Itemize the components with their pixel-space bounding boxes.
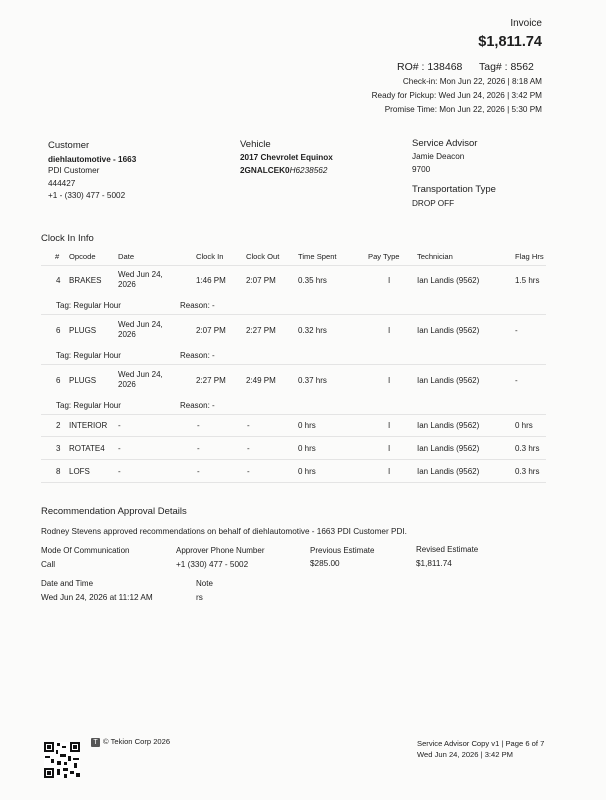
tag-number: Tag# : 8562 — [479, 61, 534, 73]
advisor-number: 9700 — [412, 165, 431, 174]
row-flag-hrs: - — [515, 326, 518, 335]
row-flag-hrs: 0.3 hrs — [515, 444, 540, 453]
row-date: Wed Jun 24, 2026 — [118, 270, 163, 289]
row-time-spent: 0.32 hrs — [298, 326, 327, 335]
col-clock-in: Clock In — [196, 252, 224, 261]
table-divider — [41, 265, 546, 266]
datetime-label: Date and Time — [41, 579, 94, 588]
ro-number: RO# : 138468 — [397, 61, 463, 73]
row-date: - — [118, 444, 121, 453]
row-reason: Reason: - — [180, 351, 215, 360]
qr-code — [44, 742, 80, 778]
previous-estimate-value: $285.00 — [310, 559, 340, 568]
row-pay-type: I — [388, 326, 391, 335]
approver-phone-value: +1 (330) 477 - 5002 — [176, 560, 249, 569]
row-clock-out: 2:27 PM — [246, 326, 276, 335]
advisor-heading: Service Advisor — [412, 138, 478, 149]
col-pay-type: Pay Type — [368, 252, 400, 261]
row-num: 3 — [56, 444, 61, 453]
row-opcode: PLUGS — [69, 326, 97, 335]
ready-pickup-time: Ready for Pickup: Wed Jun 24, 2026 | 3:42 PM — [371, 91, 542, 100]
row-opcode: PLUGS — [69, 376, 97, 385]
row-technician: Ian Landis (9562) — [417, 444, 480, 453]
row-clock-in: 1:46 PM — [196, 276, 226, 285]
row-num: 6 — [56, 376, 61, 385]
invoice-total: $1,811.74 — [478, 34, 542, 50]
row-pay-type: I — [388, 444, 391, 453]
revised-estimate-label: Revised Estimate — [416, 545, 479, 554]
row-technician: Ian Landis (9562) — [417, 276, 480, 285]
row-reason: Reason: - — [180, 301, 215, 310]
row-divider — [41, 436, 546, 437]
tekion-logo-icon: T — [91, 738, 100, 747]
recommendation-statement: Rodney Stevens approved recommendations on behalf of diehlautomotive - 1663 PDI Customer PDI. — [41, 527, 407, 536]
row-num: 2 — [56, 421, 61, 430]
row-num: 4 — [56, 276, 61, 285]
advisor-name: Jamie Deacon — [412, 152, 465, 161]
row-clock-in: 2:27 PM — [196, 376, 226, 385]
row-clock-out: - — [247, 467, 250, 476]
row-divider — [41, 459, 546, 460]
row-opcode: LOFS — [69, 467, 90, 476]
transport-type: DROP OFF — [412, 199, 455, 208]
col-opcode: Opcode — [69, 252, 96, 261]
customer-name-2: PDI Customer — [48, 166, 100, 175]
row-divider — [41, 314, 546, 315]
datetime-value: Wed Jun 24, 2026 at 11:12 AM — [41, 593, 153, 602]
customer-id: 444427 — [48, 179, 76, 188]
row-reason: Reason: - — [180, 401, 215, 410]
row-flag-hrs: 0.3 hrs — [515, 467, 540, 476]
clock-in-heading: Clock In Info — [41, 233, 94, 244]
customer-heading: Customer — [48, 140, 90, 151]
row-flag-hrs: - — [515, 376, 518, 385]
col-time-spent: Time Spent — [298, 252, 337, 261]
vehicle-heading: Vehicle — [240, 139, 271, 150]
row-flag-hrs: 0 hrs — [515, 421, 533, 430]
row-clock-out: 2:07 PM — [246, 276, 276, 285]
row-date: Wed Jun 24, 2026 — [118, 370, 163, 389]
promise-time: Promise Time: Mon Jun 22, 2026 | 5:30 PM — [384, 105, 542, 114]
row-opcode: ROTATE4 — [69, 444, 105, 453]
footer-timestamp: Wed Jun 24, 2026 | 3:42 PM — [417, 750, 513, 759]
row-technician: Ian Landis (9562) — [417, 467, 480, 476]
row-num: 8 — [56, 467, 61, 476]
row-tag: Tag: Regular Hour — [56, 301, 121, 310]
col-clock-out: Clock Out — [246, 252, 280, 261]
row-opcode: BRAKES — [69, 276, 102, 285]
checkin-time: Check-in: Mon Jun 22, 2026 | 8:18 AM — [402, 77, 542, 86]
transport-heading: Transportation Type — [412, 184, 496, 195]
row-clock-in: - — [197, 421, 200, 430]
row-num: 6 — [56, 326, 61, 335]
row-clock-in: - — [197, 467, 200, 476]
row-pay-type: I — [388, 376, 391, 385]
copy-info: Service Advisor Copy v1 | Page 6 of 7 — [417, 739, 545, 748]
row-tag: Tag: Regular Hour — [56, 351, 121, 360]
row-clock-in: 2:07 PM — [196, 326, 226, 335]
revised-estimate-value: $1,811.74 — [416, 559, 452, 568]
recommendation-heading: Recommendation Approval Details — [41, 506, 187, 517]
row-flag-hrs: 1.5 hrs — [515, 276, 540, 285]
note-label: Note — [196, 579, 213, 588]
row-technician: Ian Landis (9562) — [417, 376, 480, 385]
row-time-spent: 0 hrs — [298, 444, 316, 453]
row-time-spent: 0.37 hrs — [298, 376, 327, 385]
invoice-title: Invoice — [510, 18, 542, 29]
row-pay-type: I — [388, 467, 391, 476]
row-clock-out: - — [247, 444, 250, 453]
mode-value: Call — [41, 560, 56, 569]
row-tag: Tag: Regular Hour — [56, 401, 121, 410]
customer-name: diehlautomotive - 1663 — [48, 155, 137, 164]
row-time-spent: 0.35 hrs — [298, 276, 327, 285]
copyright-text: © Tekion Corp 2026 — [103, 737, 171, 746]
row-divider — [41, 482, 546, 483]
col-date: Date — [118, 252, 135, 261]
row-technician: Ian Landis (9562) — [417, 421, 480, 430]
row-time-spent: 0 hrs — [298, 421, 316, 430]
row-clock-in: - — [197, 444, 200, 453]
col-num: # — [55, 252, 60, 261]
vin-prefix: 2GNALCEK0 — [240, 166, 290, 175]
previous-estimate-label: Previous Estimate — [310, 546, 375, 555]
approver-phone-label: Approver Phone Number — [176, 546, 265, 555]
row-time-spent: 0 hrs — [298, 467, 316, 476]
row-clock-out: - — [247, 421, 250, 430]
row-opcode: INTERIOR — [69, 421, 108, 430]
row-pay-type: I — [388, 421, 391, 430]
row-technician: Ian Landis (9562) — [417, 326, 480, 335]
row-date: - — [118, 421, 121, 430]
vin-suffix: H6238562 — [289, 166, 328, 175]
mode-label: Mode Of Communication — [41, 546, 130, 555]
row-divider — [41, 364, 546, 365]
row-date: - — [118, 467, 121, 476]
row-date: Wed Jun 24, 2026 — [118, 320, 163, 339]
col-technician: Technician — [417, 252, 453, 261]
row-pay-type: I — [388, 276, 391, 285]
row-clock-out: 2:49 PM — [246, 376, 276, 385]
vehicle-vin — [240, 166, 327, 175]
note-value: rs — [196, 593, 203, 602]
col-flag-hrs: Flag Hrs — [515, 252, 544, 261]
copyright — [91, 737, 170, 747]
customer-phone: +1 - (330) 477 - 5002 — [48, 191, 126, 200]
vehicle-model: 2017 Chevrolet Equinox — [240, 153, 333, 162]
row-divider — [41, 414, 546, 415]
